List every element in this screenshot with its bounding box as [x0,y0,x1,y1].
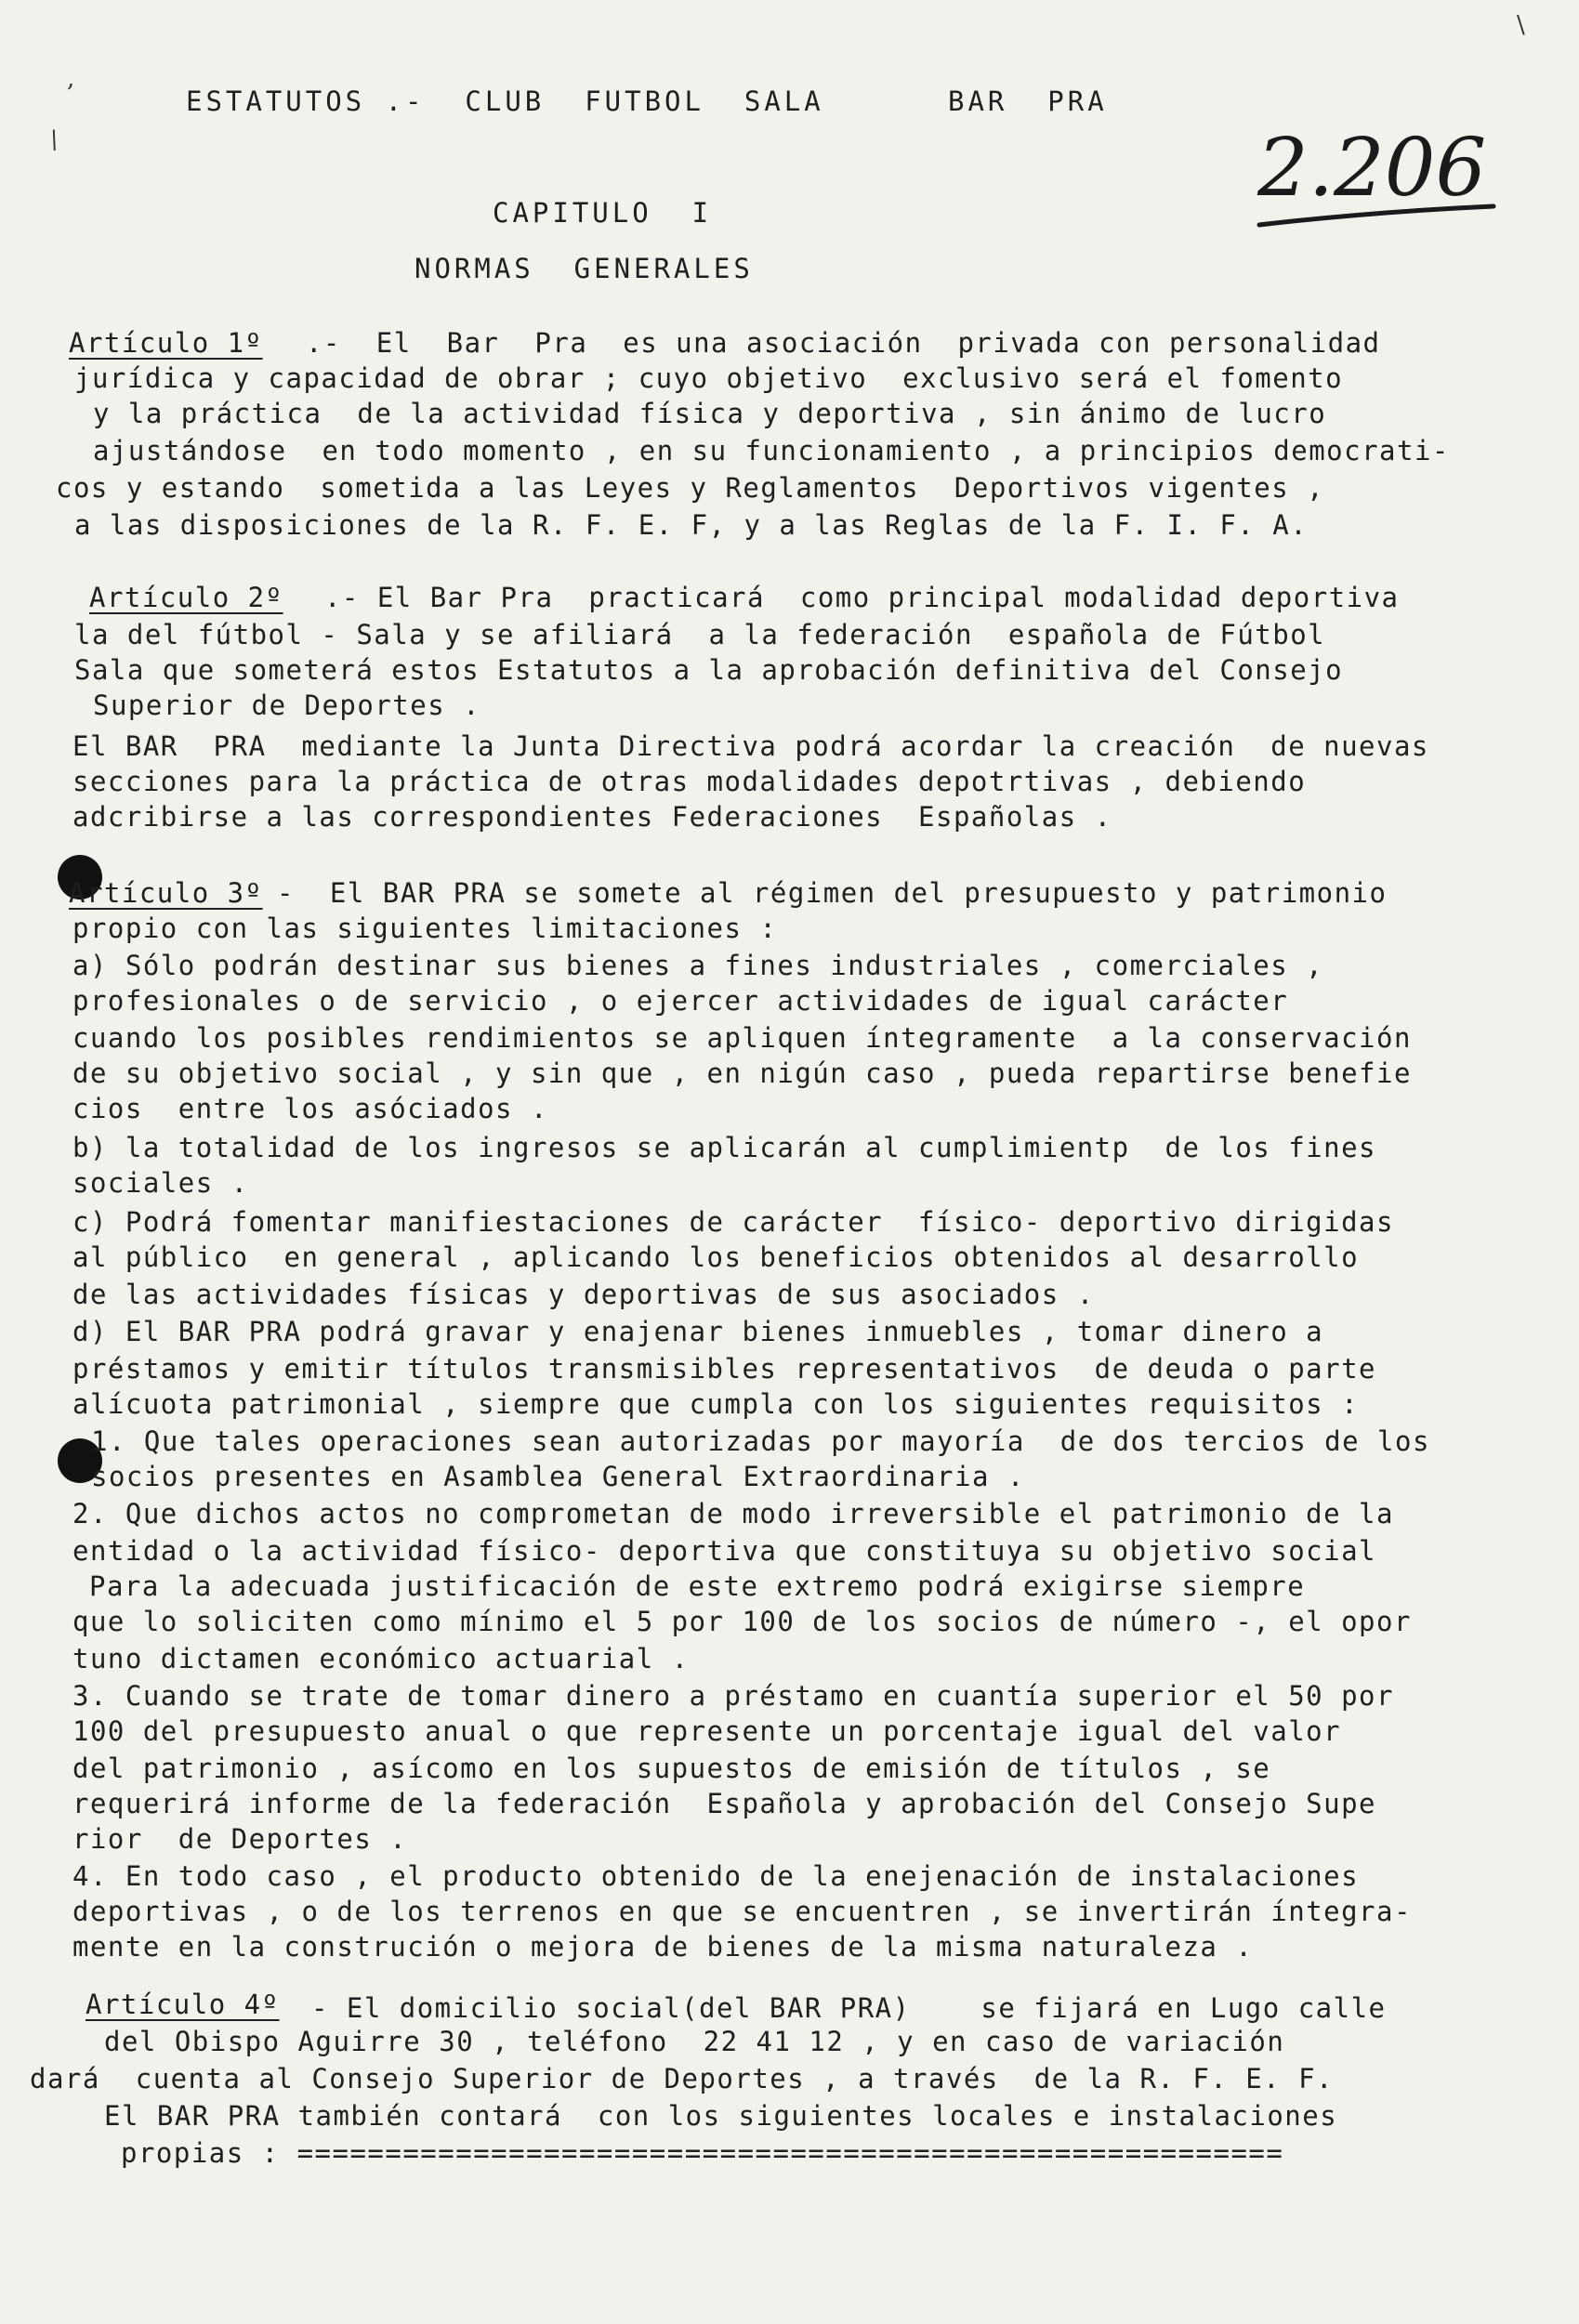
article-2-line: Sala que someterá estos Estatutos a la aprobación definitiva del Consejo [74,654,1344,686]
handwritten-registration-number [1250,102,1501,242]
article-3-line: rior de Deportes . [72,1823,408,1855]
article-2-line: El BAR PRA mediante la Junta Directiva podrá acordar la creación de nuevas [72,730,1429,762]
article-3-line: de su objetivo social , y sin que , en nigún caso , pueda repartirse benefie [72,1057,1412,1089]
article-3-line: Para la adecuada justificación de este extremo podrá exigirse siempre [89,1570,1306,1602]
article-3-line: b) la totalidad de los ingresos se aplicarán al cumplimientp de los fines [72,1132,1377,1163]
article-3-line: al público en general , aplicando los beneficios obtenidos al desarrollo [72,1241,1360,1273]
article-3-line: de las actividades físicas y deportivas de sus asociados . [72,1279,1095,1310]
document-title: ESTATUTOS .- CLUB FUTBOL SALA [186,85,824,117]
article-2-line: Superior de Deportes . [93,689,481,721]
article-3-line: c) Podrá fomentar manifiestaciones de carácter físico- deportivo dirigidas [72,1206,1394,1238]
article-1-heading: Artículo 1º [69,327,263,359]
article-3-line: profesionales o de servicio , o ejercer actividades de igual carácter [72,985,1289,1017]
article-3-line: tuno dictamen económico actuarial . [72,1643,690,1674]
article-3-line: préstamos y emitir títulos transmisibles representativos de deuda o parte [72,1353,1377,1385]
article-2-line: .- El Bar Pra practicará como principal modalidad deportiva [307,582,1400,613]
article-3-line: a) Sólo podrán destinar sus bienes a fines industriales , comerciales , [72,950,1324,981]
article-3-line: mente en la construción o mejora de bienes de la misma naturaleza . [72,1931,1254,1963]
article-3-line: 2. Que dichos actos no comprometan de modo irreversible el patrimonio de la [72,1498,1394,1530]
article-4-line: del Obispo Aguirre 30 , teléfono 22 41 12 , y en caso de variación [104,2026,1285,2057]
article-1-line: ajustándose en todo momento , en su funcionamiento , a principios democrati- [93,435,1450,466]
article-3-line: del patrimonio , asícomo en los supuestos de emisión de títulos , se [72,1753,1271,1784]
article-1-line: jurídica y capacidad de obrar ; cuyo objetivo exclusivo será el fomento [74,362,1344,394]
article-2-line: secciones para la práctica de otras modalidades depotrtivas , debiendo [72,766,1307,797]
article-3-line: requerirá informe de la federación Española y aprobación del Consejo Supe [72,1788,1377,1819]
article-3-line: d) El BAR PRA podrá gravar y enajenar bienes inmuebles , tomar dinero a [72,1316,1324,1347]
margin-mark: / [46,125,63,155]
article-1-line: cos y estando sometida a las Leyes y Reglamentos Deportivos vigentes , [56,472,1325,504]
article-2-heading: Artículo 2º [89,582,283,613]
article-2-line: adcribirse a las correspondientes Federaciones Españolas . [72,801,1112,833]
article-3-line: que lo soliciten como mínimo el 5 por 100 de los socios de número -, el opor [72,1606,1412,1637]
article-1-line: .- El Bar Pra es una asociación privada con personalidad [288,327,1381,359]
handwritten-number-text: 2.206 [1257,122,1487,215]
article-4-line: dará cuenta al Consejo Superior de Deportes , a través de la R. F. E. F. [30,2063,1335,2094]
article-3-line: - El BAR PRA se somete al régimen del presupuesto y patrimonio [277,877,1388,909]
margin-mark: \ [1517,11,1525,39]
article-2-line: la del fútbol - Sala y se afiliará a la federación española de Fútbol [74,619,1326,650]
article-4-line: - El domicilio social(del BAR PRA) se fijará en Lugo calle [294,1992,1387,2024]
article-4-line: propias : ======================================================== [121,2137,1284,2169]
article-3-line: alícuota patrimonial , siempre que cumpla con los siguientes requisitos : [72,1388,1360,1420]
article-4-heading: Artículo 4º [86,1989,280,2020]
article-3-heading: Artículo 3º [69,877,263,909]
article-3-line: 4. En todo caso , el producto obtenido de la enejenación de instalaciones [72,1860,1360,1892]
club-name: BAR PRA [948,85,1108,117]
article-3-line: deportivas , o de los terrenos en que se encuentren , se invertirán íntegra- [72,1896,1412,1927]
margin-mark: , [67,65,75,93]
article-3-line: 100 del presupuesto anual o que represente un porcentaje igual del valor [72,1715,1342,1747]
article-3-line: cuando los posibles rendimientos se apliquen íntegramente a la conservación [72,1022,1412,1054]
article-3-line: sociales . [72,1167,249,1199]
article-3-line: 1. Que tales operaciones sean autorizadas por mayoría de dos tercios de los [91,1425,1430,1457]
article-3-line: 3. Cuando se trate de tomar dinero a préstamo en cuantía superior el 50 por [72,1680,1394,1712]
chapter-name: NORMAS GENERALES [414,253,754,284]
article-3-line: cios entre los asóciados . [72,1093,548,1124]
chapter-number: CAPITULO I [493,197,713,229]
article-1-line: y la práctica de la actividad física y deportiva , sin ánimo de lucro [93,398,1327,429]
article-3-line: socios presentes en Asamblea General Extraordinaria . [91,1461,1025,1492]
article-3-line: entidad o la actividad físico- deportiva que constituya su objetivo social [72,1535,1377,1567]
article-3-line: propio con las siguientes limitaciones : [72,913,778,944]
article-4-line: El BAR PRA también contará con los siguientes locales e instalaciones [104,2100,1338,2132]
article-1-line: a las disposiciones de la R. F. E. F, y a las Reglas de la F. I. F. A. [74,509,1309,541]
